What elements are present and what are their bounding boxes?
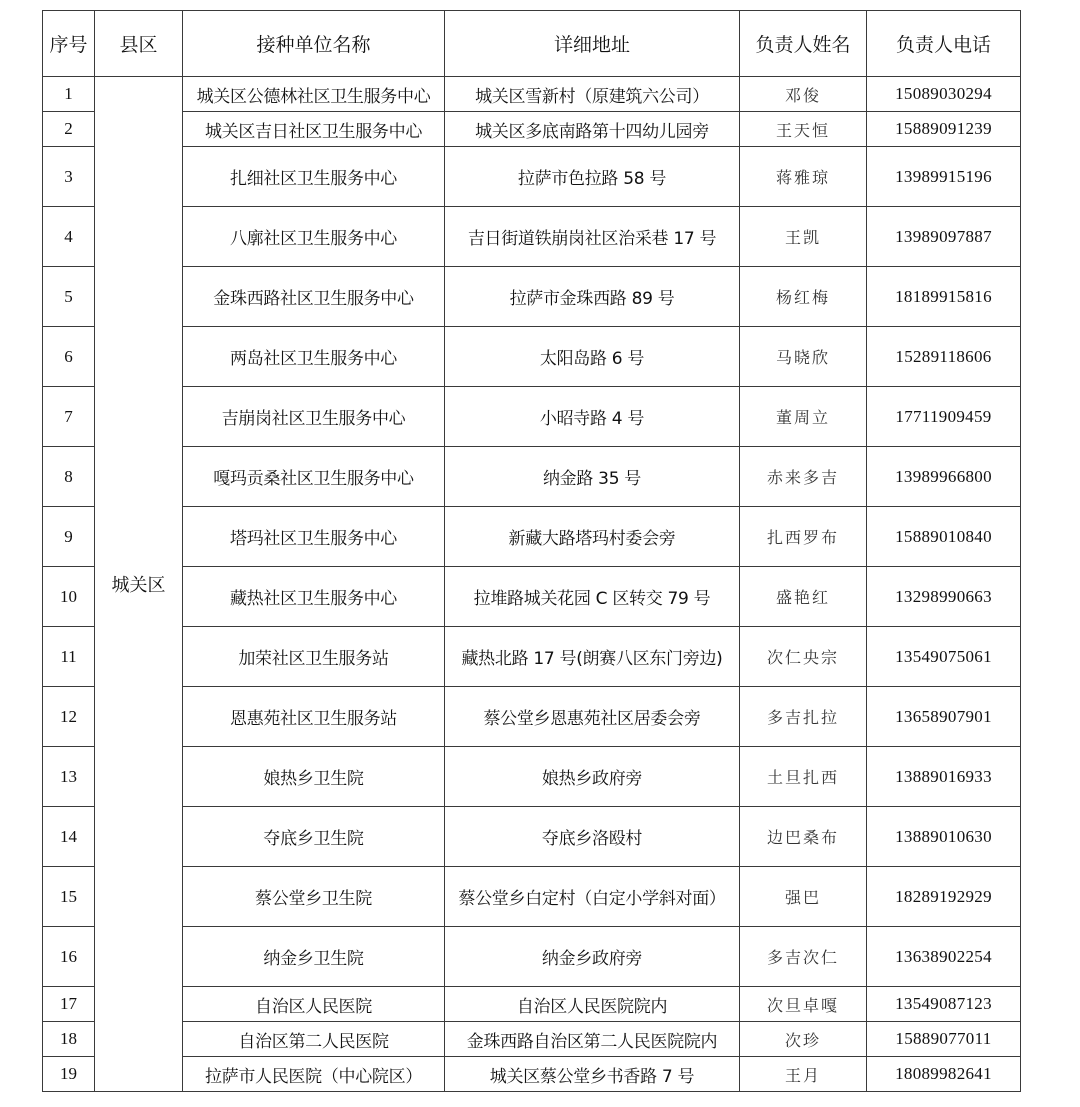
row-index: 13 [43,747,95,807]
address: 蔡公堂乡白定村（白定小学斜对面） [445,867,740,927]
person-name: 马晓欣 [740,327,867,387]
row-index: 18 [43,1022,95,1057]
unit-name: 夺底乡卫生院 [183,807,445,867]
unit-name: 自治区人民医院 [183,987,445,1022]
row-index: 16 [43,927,95,987]
row-index: 8 [43,447,95,507]
vaccination-sites-table [42,10,1021,1092]
phone-number: 13549087123 [867,987,1021,1022]
phone-number: 15889091239 [867,112,1021,147]
person-name: 赤来多吉 [740,447,867,507]
header-row [43,11,1021,77]
person-name: 邓俊 [740,77,867,112]
row-index: 6 [43,327,95,387]
unit-name: 城关区公德林社区卫生服务中心 [183,77,445,112]
table-row [43,207,1021,267]
phone-number: 18089982641 [867,1057,1021,1092]
header-phone: 负责人电话 [867,11,1021,77]
address: 金珠西路自治区第二人民医院院内 [445,1022,740,1057]
address: 吉日街道铁崩岗社区治采巷 17 号 [445,207,740,267]
unit-name: 蔡公堂乡卫生院 [183,867,445,927]
table-body [43,77,1021,1092]
table-row [43,507,1021,567]
person-name: 土旦扎西 [740,747,867,807]
person-name: 王凯 [740,207,867,267]
address: 纳金路 35 号 [445,447,740,507]
district-cell: 城关区 [95,77,183,1092]
header-index: 序号 [43,11,95,77]
person-name: 王月 [740,1057,867,1092]
phone-number: 13638902254 [867,927,1021,987]
phone-number: 17711909459 [867,387,1021,447]
person-name: 边巴桑布 [740,807,867,867]
table-row [43,1057,1021,1092]
person-name: 扎西罗布 [740,507,867,567]
unit-name: 藏热社区卫生服务中心 [183,567,445,627]
person-name: 蒋雅琼 [740,147,867,207]
unit-name: 扎细社区卫生服务中心 [183,147,445,207]
phone-number: 13549075061 [867,627,1021,687]
person-name: 多吉次仁 [740,927,867,987]
unit-name: 吉崩岗社区卫生服务中心 [183,387,445,447]
table-row [43,627,1021,687]
person-name: 次珍 [740,1022,867,1057]
table-row [43,267,1021,327]
row-index: 7 [43,387,95,447]
unit-name: 八廓社区卫生服务中心 [183,207,445,267]
unit-name: 城关区吉日社区卫生服务中心 [183,112,445,147]
phone-number: 18289192929 [867,867,1021,927]
row-index: 19 [43,1057,95,1092]
phone-number: 15889077011 [867,1022,1021,1057]
row-index: 14 [43,807,95,867]
person-name: 王天恒 [740,112,867,147]
header-address: 详细地址 [445,11,740,77]
person-name: 多吉扎拉 [740,687,867,747]
row-index: 3 [43,147,95,207]
table-row [43,327,1021,387]
row-index: 10 [43,567,95,627]
address: 自治区人民医院院内 [445,987,740,1022]
table-row [43,147,1021,207]
table-row [43,687,1021,747]
row-index: 11 [43,627,95,687]
address: 太阳岛路 6 号 [445,327,740,387]
person-name: 盛艳红 [740,567,867,627]
phone-number: 15289118606 [867,327,1021,387]
row-index: 5 [43,267,95,327]
phone-number: 15889010840 [867,507,1021,567]
phone-number: 13889016933 [867,747,1021,807]
person-name: 董周立 [740,387,867,447]
table-row [43,387,1021,447]
phone-number: 13989966800 [867,447,1021,507]
address: 城关区多底南路第十四幼儿园旁 [445,112,740,147]
address: 拉堆路城关花园 C 区转交 79 号 [445,567,740,627]
unit-name: 塔玛社区卫生服务中心 [183,507,445,567]
unit-name: 自治区第二人民医院 [183,1022,445,1057]
address: 城关区雪新村（原建筑六公司） [445,77,740,112]
table-row [43,77,1021,112]
person-name: 杨红梅 [740,267,867,327]
table-row [43,807,1021,867]
person-name: 次旦卓嘎 [740,987,867,1022]
row-index: 2 [43,112,95,147]
row-index: 17 [43,987,95,1022]
header-person: 负责人姓名 [740,11,867,77]
person-name: 次仁央宗 [740,627,867,687]
row-index: 12 [43,687,95,747]
row-index: 9 [43,507,95,567]
address: 小昭寺路 4 号 [445,387,740,447]
address: 城关区蔡公堂乡书香路 7 号 [445,1057,740,1092]
unit-name: 加荣社区卫生服务站 [183,627,445,687]
row-index: 1 [43,77,95,112]
unit-name: 金珠西路社区卫生服务中心 [183,267,445,327]
header-district: 县区 [95,11,183,77]
address: 拉萨市色拉路 58 号 [445,147,740,207]
unit-name: 娘热乡卫生院 [183,747,445,807]
address: 纳金乡政府旁 [445,927,740,987]
phone-number: 13298990663 [867,567,1021,627]
unit-name: 嘎玛贡桑社区卫生服务中心 [183,447,445,507]
unit-name: 两岛社区卫生服务中心 [183,327,445,387]
phone-number: 18189915816 [867,267,1021,327]
phone-number: 13989915196 [867,147,1021,207]
unit-name: 纳金乡卫生院 [183,927,445,987]
address: 蔡公堂乡恩惠苑社区居委会旁 [445,687,740,747]
table-row [43,112,1021,147]
table-row [43,447,1021,507]
address: 娘热乡政府旁 [445,747,740,807]
phone-number: 13658907901 [867,687,1021,747]
unit-name: 拉萨市人民医院（中心院区） [183,1057,445,1092]
row-index: 15 [43,867,95,927]
address: 藏热北路 17 号(朗赛八区东门旁边) [445,627,740,687]
table-row [43,987,1021,1022]
table-row [43,867,1021,927]
row-index: 4 [43,207,95,267]
phone-number: 13989097887 [867,207,1021,267]
phone-number: 15089030294 [867,77,1021,112]
address: 新藏大路塔玛村委会旁 [445,507,740,567]
unit-name: 恩惠苑社区卫生服务站 [183,687,445,747]
phone-number: 13889010630 [867,807,1021,867]
address: 夺底乡洛殴村 [445,807,740,867]
table-row [43,747,1021,807]
person-name: 强巴 [740,867,867,927]
table-row [43,927,1021,987]
address: 拉萨市金珠西路 89 号 [445,267,740,327]
header-unit-name: 接种单位名称 [183,11,445,77]
table-row [43,567,1021,627]
table-row [43,1022,1021,1057]
